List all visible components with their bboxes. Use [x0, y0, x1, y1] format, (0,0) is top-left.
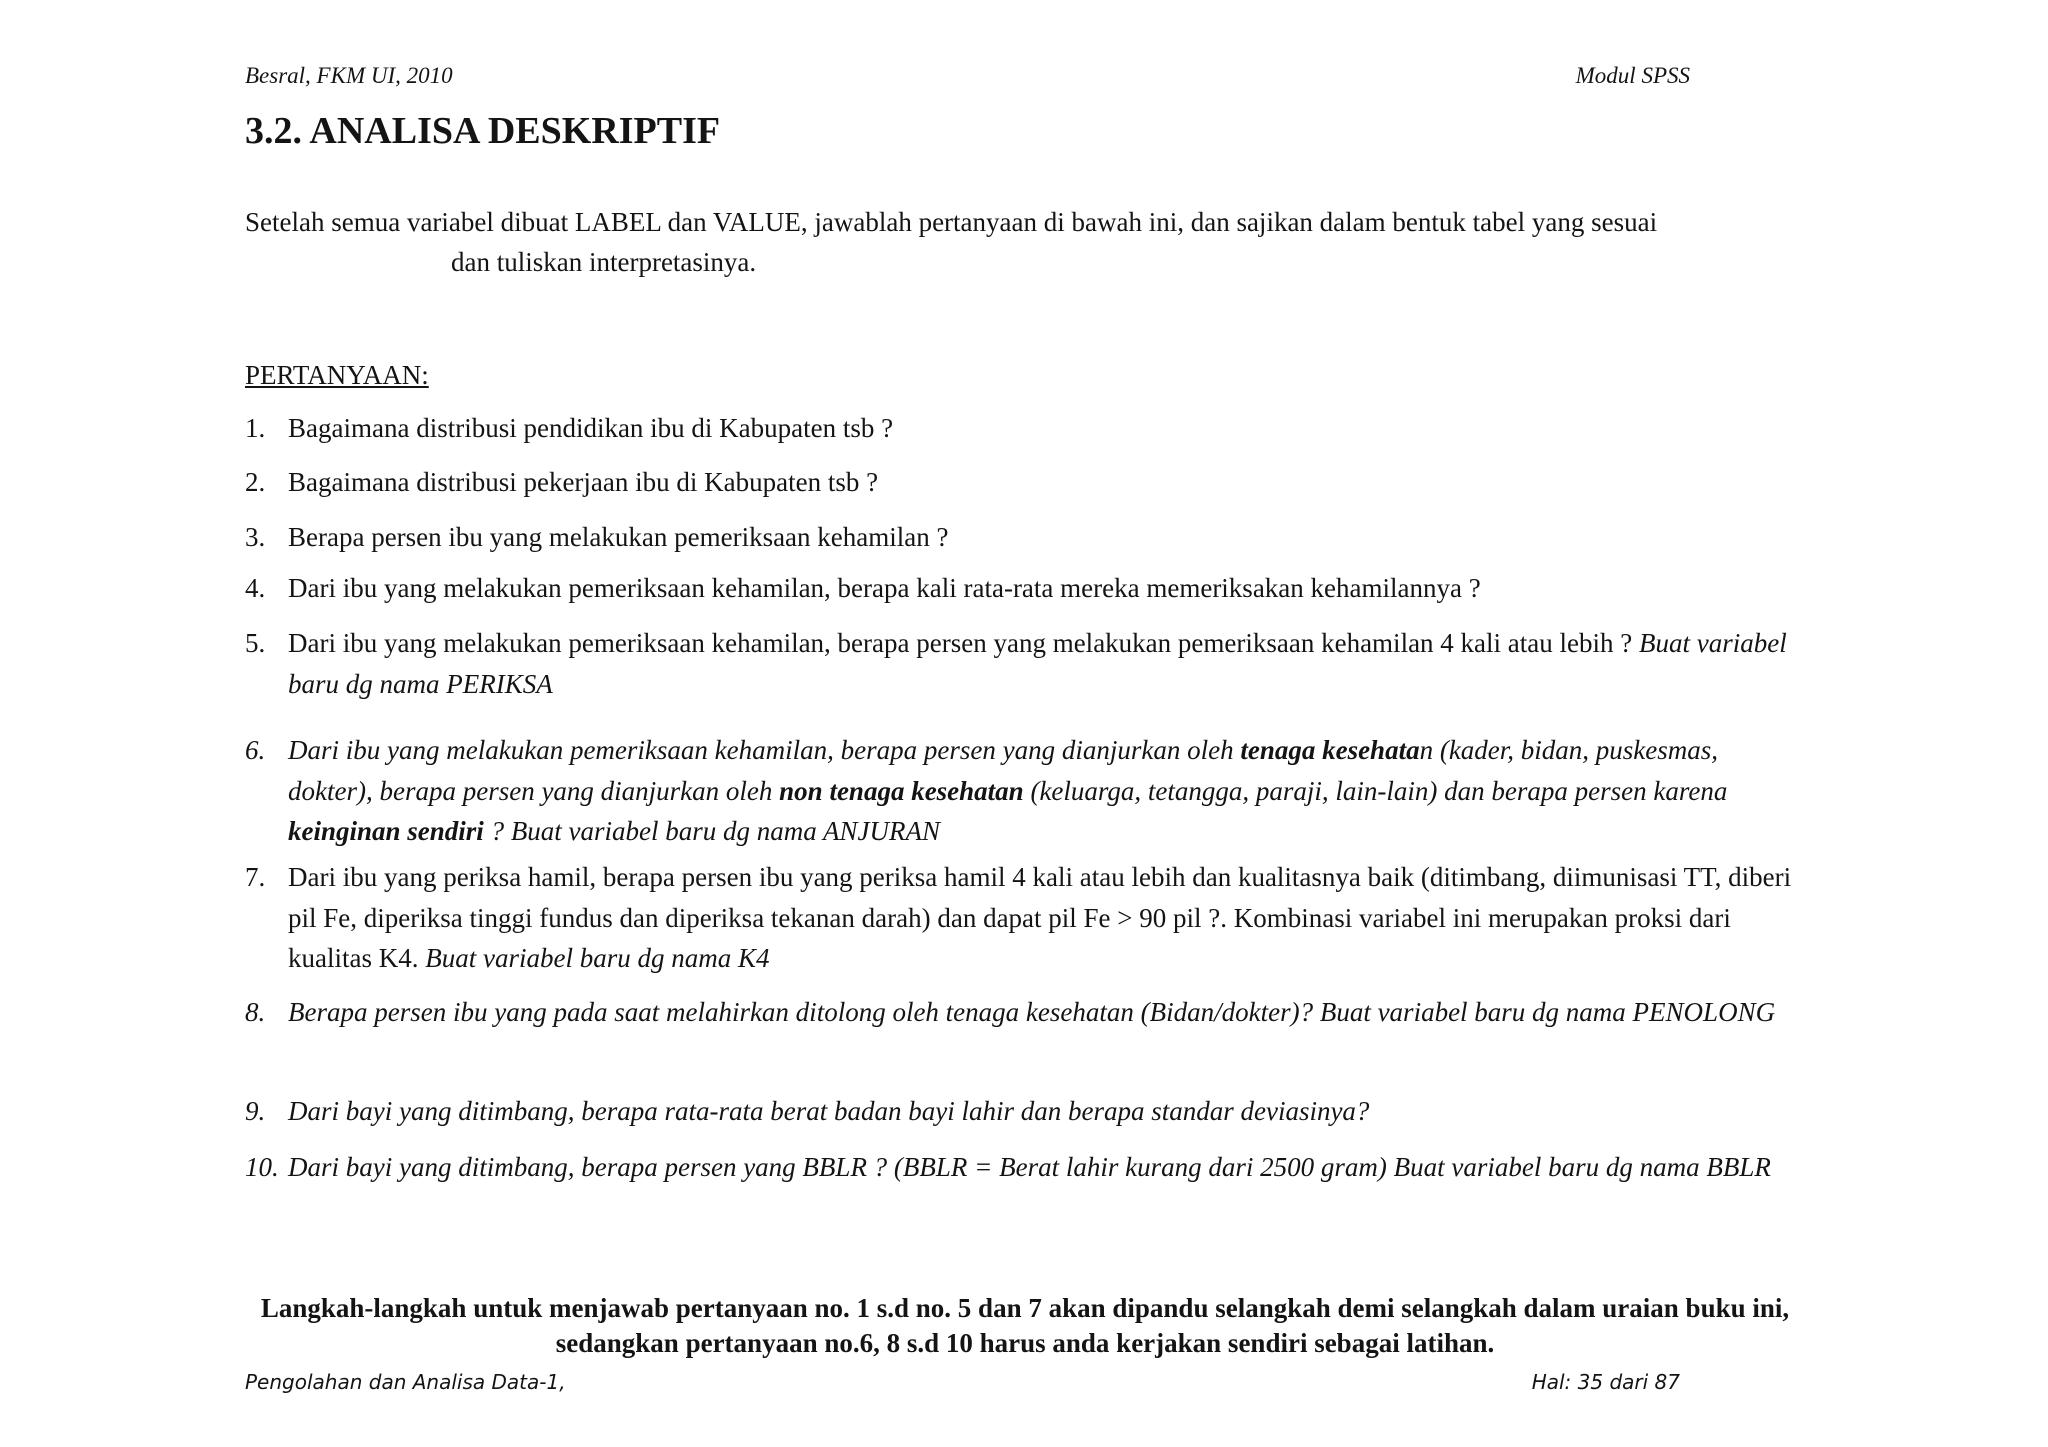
- question-text-run: Dari bayi yang ditimbang, berapa rata-rata berat badan bayi lahir dan berapa standar deviasinya?: [288, 1096, 1370, 1126]
- question-item: [245, 992, 1805, 1033]
- question-text-run: Buat variabel baru dg nama K4: [425, 943, 770, 973]
- question-text-run: Dari bayi yang ditimbang, berapa persen yang BBLR ? (BBLR = Berat lahir kurang dari 2500 gram) Buat variabel baru dg nama BBLR: [288, 1152, 1771, 1182]
- question-number: 9.: [245, 1096, 266, 1126]
- intro-line-1: Setelah semua variabel dibuat LABEL dan VALUE, jawablah pertanyaan di bawah ini, dan sajikan dalam bentuk tabel yang sesuai: [245, 207, 1658, 237]
- question-text-run: Bagaimana distribusi pekerjaan ibu di Kabupaten tsb ?: [288, 467, 879, 497]
- question-text: [288, 1091, 1805, 1132]
- question-item: [245, 568, 1805, 609]
- question-number: 8.: [245, 997, 266, 1027]
- question-text: [288, 568, 1805, 609]
- question-item: [245, 1091, 1805, 1132]
- question-text: [288, 462, 1805, 503]
- question-text-run: n (kader, bidan, puskesmas, dokter), berapa persen yang dianjurkan oleh: [288, 735, 1719, 806]
- question-text-run: Berapa persen ibu yang melakukan pemeriksaan kehamilan ?: [288, 522, 949, 552]
- question-item: [245, 1147, 1805, 1188]
- page-number: Hal: 35 dari 87: [1531, 1370, 1680, 1394]
- intro-line-2: dan tuliskan interpretasinya.: [451, 247, 757, 277]
- question-text: [288, 408, 1805, 449]
- question-text: [288, 623, 1805, 704]
- question-item: [245, 517, 1805, 558]
- question-item: [245, 730, 1805, 852]
- section-title: 3.2. ANALISA DESKRIPTIF: [245, 110, 721, 152]
- question-text: [288, 517, 1805, 558]
- question-text: [288, 1147, 1805, 1188]
- question-text: [288, 857, 1805, 979]
- bottom-note: Langkah-langkah untuk menjawab pertanyaan no. 1 s.d no. 5 dan 7 akan dipandu selangkah demi selangkah dalam uraian buku ini, sedangkan pertanyaan no.6, 8 s.d 10 harus anda kerjakan sendiri sebagai latihan.: [260, 1293, 1790, 1358]
- question-text-run: Dari ibu yang periksa hamil, berapa persen ibu yang periksa hamil 4 kali atau lebih dan kualitasnya baik (ditimbang, diimunisasi TT, diberi pil Fe, diperiksa tinggi fundus dan diperiksa tekanan darah) dan dapat pil Fe > 90 pil ?. Kombinasi variabel ini merupakan proksi dari kualitas K4.: [288, 862, 1792, 973]
- question-number: 6.: [245, 735, 266, 765]
- question-number: 1.: [245, 413, 266, 443]
- question-number: 4.: [245, 573, 266, 603]
- question-number: 3.: [245, 522, 266, 552]
- questions-heading: PERTANYAAN:: [245, 360, 429, 390]
- header-module: Modul SPSS: [1575, 63, 1690, 88]
- question-number: 5.: [245, 628, 266, 658]
- question-text-run: ? Buat variabel baru dg nama ANJURAN: [483, 816, 941, 846]
- header-author: Besral, FKM UI, 2010: [245, 63, 453, 88]
- question-number: 2.: [245, 467, 266, 497]
- footer-title: Pengolahan dan Analisa Data-1,: [245, 1370, 566, 1394]
- question-text-run: Dari ibu yang melakukan pemeriksaan kehamilan, berapa kali rata-rata mereka memeriksakan kehamilannya ?: [288, 573, 1481, 603]
- question-text-run: Dari ibu yang melakukan pemeriksaan kehamilan, berapa persen yang melakukan pemeriksaan kehamilan 4 kali atau lebih ?: [288, 628, 1639, 658]
- question-number: 10.: [245, 1152, 279, 1182]
- emphasis-text: non tenaga kesehatan: [779, 775, 1024, 806]
- intro-paragraph: [245, 202, 1825, 282]
- question-text-run: Bagaimana distribusi pendidikan ibu di Kabupaten tsb ?: [288, 413, 894, 443]
- question-item: [245, 408, 1805, 449]
- question-text-run: Berapa persen ibu yang pada saat melahirkan ditolong oleh tenaga kesehatan (Bidan/dokter)? Buat variabel baru dg nama PENOLONG: [288, 997, 1776, 1027]
- question-item: [245, 623, 1805, 704]
- emphasis-text: keinginan sendiri: [288, 816, 484, 846]
- question-item: [245, 857, 1805, 979]
- emphasis-text: tenaga kesehata: [1240, 735, 1420, 765]
- question-text-run: Dari ibu yang melakukan pemeriksaan kehamilan, berapa persen yang dianjurkan oleh: [288, 735, 1241, 765]
- question-text-run: Buat variabel baru dg nama PERIKSA: [288, 628, 1787, 699]
- question-text: [288, 992, 1805, 1033]
- question-text: [288, 730, 1805, 852]
- question-item: [245, 462, 1805, 503]
- question-text-run: (keluarga, tetangga, paraji, lain-lain) dan berapa persen karena: [1023, 775, 1728, 806]
- question-number: 7.: [245, 862, 266, 892]
